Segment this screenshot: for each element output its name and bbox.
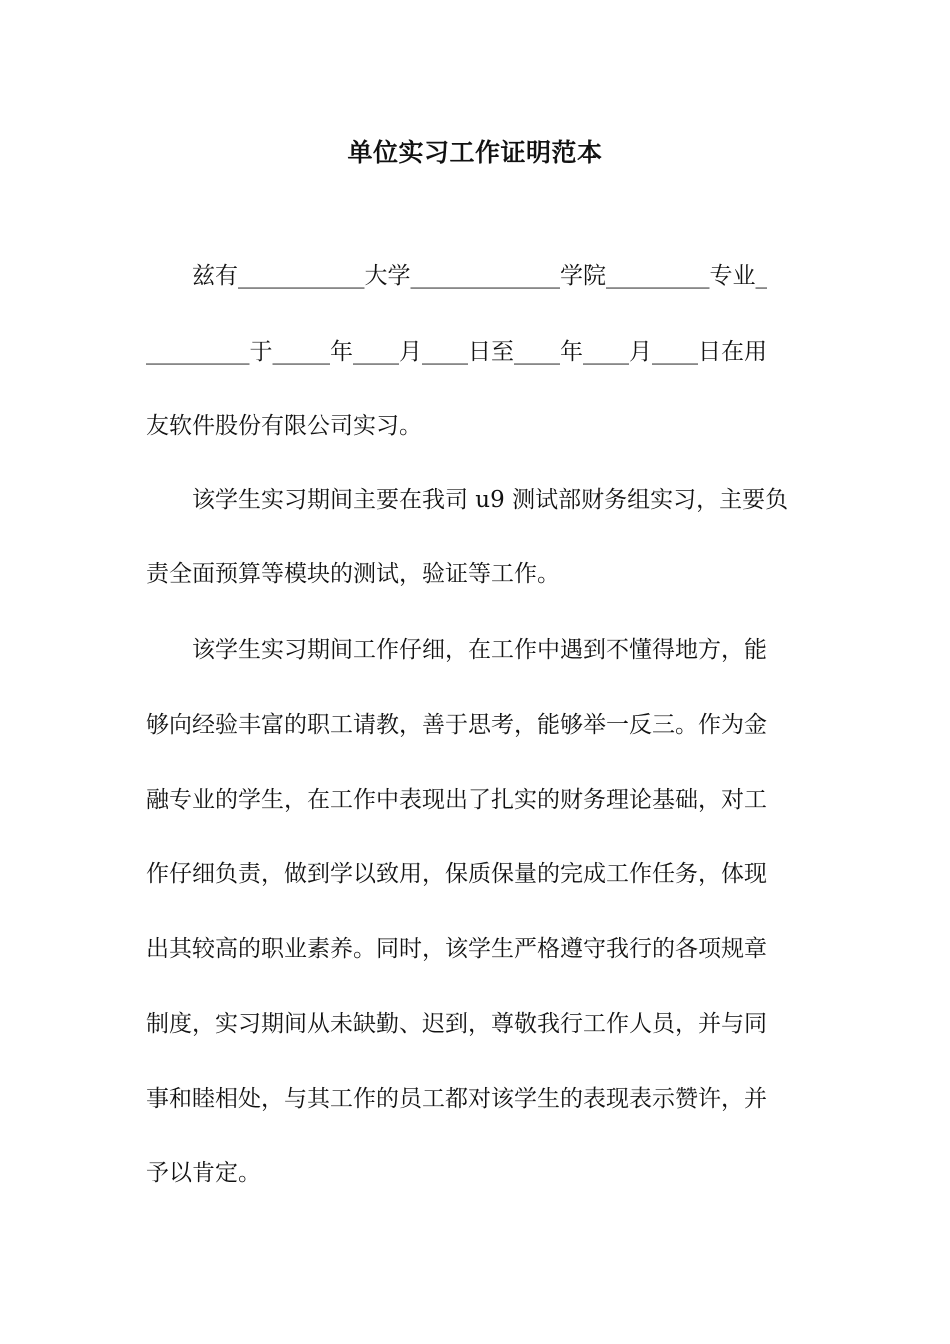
body-line-2: _________于_____年____月____日至____年____月____日在用	[146, 339, 767, 365]
body-line-5: 责全面预算等模块的测试，验证等工作。	[146, 561, 560, 587]
body-line-9: 作仔细负责，做到学以致用，保质保量的完成工作任务，体现	[146, 861, 767, 887]
body-line-6: 该学生实习期间工作仔细，在工作中遇到不懂得地方，能	[146, 637, 767, 663]
body-line-1: 兹有___________大学_____________学院_________专业_	[146, 263, 767, 289]
body-line-4: 该学生实习期间主要在我司 u9 测试部财务组实习，主要负	[146, 487, 789, 513]
body-line-3: 友软件股份有限公司实习。	[146, 413, 422, 439]
body-line-11: 制度，实习期间从未缺勤、迟到，尊敬我行工作人员，并与同	[146, 1011, 767, 1037]
body-line-7: 够向经验丰富的职工请教，善于思考，能够举一反三。作为金	[146, 712, 767, 738]
body-line-12: 事和睦相处，与其工作的员工都对该学生的表现表示赞许，并	[146, 1086, 767, 1112]
body-line-13: 予以肯定。	[146, 1160, 261, 1186]
body-line-10: 出其较高的职业素养。同时，该学生严格遵守我行的各项规章	[146, 936, 767, 962]
body-line-8: 融专业的学生，在工作中表现出了扎实的财务理论基础，对工	[146, 787, 767, 813]
document-title: 单位实习工作证明范本	[347, 138, 603, 167]
